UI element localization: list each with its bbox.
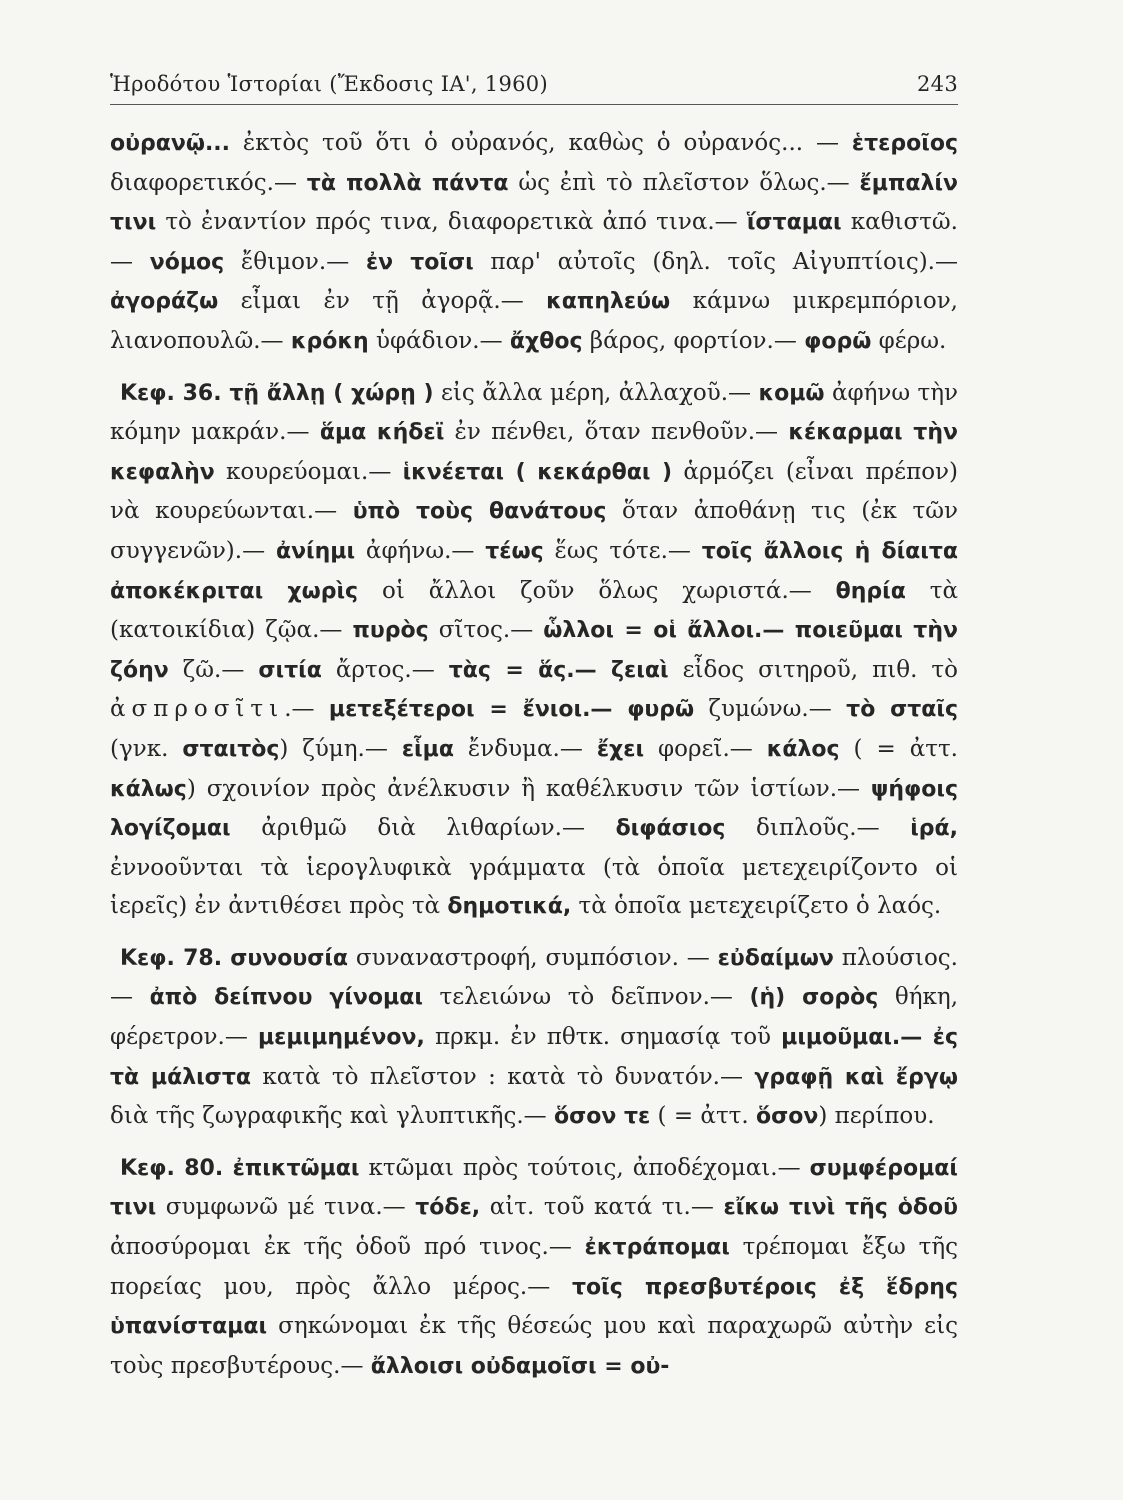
gloss-text: διαφορετικός.— xyxy=(110,169,307,196)
paragraph-kef-36 xyxy=(110,374,958,927)
gloss-text: θήκη, φέρετρον.— xyxy=(110,984,959,1051)
headword: τόδε, xyxy=(415,1195,481,1221)
page-number: 243 xyxy=(917,72,958,96)
gloss-text: σῖτος.— xyxy=(428,617,544,644)
headword: τὰ πολλὰ πάντα xyxy=(306,170,509,196)
gloss-text: εἶμαι ἐν τῇ ἀγορᾷ.— xyxy=(218,288,547,315)
gloss-text: ὡς ἐπὶ τὸ πλεῖστον ὅλως.— xyxy=(508,169,860,196)
header-title: Ἡροδότου Ἱστορίαι (Ἔκδοσις ΙΑ', 1960) xyxy=(110,72,548,96)
gloss-text: καθιστῶ.— xyxy=(110,209,958,275)
gloss-text: ζῶ.— xyxy=(168,656,259,683)
headword: Κεφ. 78. συνουσία xyxy=(120,945,349,971)
gloss-text: συμφωνῶ μέ τινα.— xyxy=(156,1194,416,1221)
gloss-text: βάρος, φορτίον.— xyxy=(582,327,805,354)
gloss-text: ὅταν ἀποθάνῃ τις (ἐκ τῶν συγγενῶν).— xyxy=(110,498,958,564)
gloss-text: διπλοῦς.— xyxy=(725,815,911,842)
headword: ἵσταμαι xyxy=(746,210,842,236)
headword: τοῖς ἄλλοις ἡ δίαιτα ἀποκέκριται χωρὶς xyxy=(110,538,958,604)
gloss-text: ) περίπου. xyxy=(818,1103,935,1130)
gloss-text: ἀφήνω.— xyxy=(355,537,486,564)
headword: ἄχθος xyxy=(509,328,583,354)
gloss-text: φορεῖ.— xyxy=(644,735,767,762)
headword: θηρία xyxy=(835,578,906,604)
headword: εἷμα xyxy=(401,736,454,762)
gloss-text: πρκμ. ἐν πθτκ. σημασίᾳ τοῦ xyxy=(424,1024,782,1051)
headword: ὑπὸ τοὺς θανάτους xyxy=(352,499,607,525)
headword: διφάσιος xyxy=(615,816,726,842)
headword: κάλως xyxy=(110,776,187,802)
headword: τὰς = ἅς.— ζειαὶ xyxy=(448,657,669,683)
gloss-text: ζυμώνω.— xyxy=(694,696,847,723)
headword: μεμιμημένον, xyxy=(257,1025,425,1051)
headword: ἀνίημι xyxy=(275,538,356,564)
headword: Κεφ. 36. τῇ ἄλλῃ ( χώρῃ ) xyxy=(120,380,434,406)
headword: συμφέρομαί τινι xyxy=(110,1155,958,1221)
headword: τὸ σταῖς xyxy=(846,697,958,723)
headword: ἀγοράζω xyxy=(110,289,219,315)
headword: ἐν τοῖσι xyxy=(365,249,474,275)
gloss-text: ἀφήνω τὴν κόμην μακράν.— xyxy=(110,379,959,446)
headword: ἔχει xyxy=(596,736,645,762)
headword: τοῖς πρεσβυτέροις ἐξ ἕδρης ὑπανίσταμαι xyxy=(110,1274,958,1340)
gloss-text: ἕως τότε.— xyxy=(543,537,702,564)
headword: φορῶ xyxy=(804,328,872,354)
headword: ἀπὸ δείπνου γίνομαι xyxy=(149,985,423,1011)
gloss-text: ὑφάδιον.— xyxy=(368,327,510,354)
gloss-text: τὰ (κατοικίδια) ζῷα.— xyxy=(110,577,958,644)
gloss-text: ἔνδυμα.— xyxy=(453,735,597,762)
headword: γραφῇ καὶ ἔργῳ xyxy=(754,1064,958,1090)
gloss-text: ἐν πένθει, ὅταν πενθοῦν.— xyxy=(444,419,789,446)
headword: ἱκνέεται ( κεκάρθαι ) xyxy=(402,459,673,485)
headword: ἱρά, xyxy=(910,816,959,842)
gloss-text: τελειώνω τὸ δεῖπνον.— xyxy=(422,984,750,1011)
gloss-text: τὸ ἐναντίον πρός τινα, διαφορετικὰ ἀπό τινα.— xyxy=(156,209,747,236)
gloss-text: (γνκ. xyxy=(110,735,183,762)
gloss-text: ( = ἀττ. xyxy=(839,735,958,762)
headword: μιμοῦμαι.— ἐς τὰ μάλιστα xyxy=(110,1025,958,1090)
paragraph-kef-78 xyxy=(110,939,958,1137)
gloss-text: κουρεύομαι.— xyxy=(214,458,403,485)
gloss-text: κάμνω μικρεμπόριον, λιανοπουλῶ.— xyxy=(110,288,958,354)
headword: Κεφ. 80. ἐπικτῶμαι xyxy=(120,1155,360,1181)
gloss-text: αἰτ. τοῦ κατά τι.— xyxy=(480,1194,724,1221)
gloss-text: ( = ἀττ. xyxy=(650,1103,757,1130)
gloss-text: τρέπομαι ἔξω τῆς πορείας μου, πρὸς ἄλλο μέρος.— xyxy=(110,1234,958,1300)
headword: ἔμπαλίν τινι xyxy=(110,170,958,236)
gloss-text: πλούσιος.— xyxy=(110,944,958,1011)
gloss-text: ) σχοινίον πρὸς ἀνέλκυσιν ἢ καθέλκυσιν τῶν ἱστίων.— xyxy=(186,775,871,802)
headword: ἐκτράπομαι xyxy=(584,1235,730,1261)
headword: δημοτικά, xyxy=(447,894,572,920)
headword: ἄλλοισι οὐδαμοῖσι = οὐ- xyxy=(370,1353,670,1379)
gloss-text: ἐκτὸς τοῦ ὅτι ὁ οὐρανός, καθὼς ὁ οὐρανός... — xyxy=(230,130,852,156)
paragraph-intro xyxy=(110,124,958,362)
headword: κάλος xyxy=(766,736,840,762)
headword: τέως xyxy=(485,538,544,564)
headword: καπηλεύω xyxy=(546,289,671,315)
headword: κέκαρμαι τὴν κεφαλὴν xyxy=(110,420,958,485)
gloss-text: ἄρτος.— xyxy=(321,656,449,683)
gloss-text: ἀριθμῶ διὰ λιθαρίων.— xyxy=(230,815,616,842)
gloss-text: τὰ ὁποῖα μετεχειρίζετο ὁ λαός. xyxy=(571,893,942,920)
gloss-text: διὰ τῆς ζωγραφικῆς καὶ γλυπτικῆς.— xyxy=(110,1103,554,1130)
headword: ὅσον xyxy=(756,1104,819,1130)
glossary-body xyxy=(110,124,958,1386)
gloss-text: ἔθιμον.— xyxy=(224,248,366,275)
headword: οὐρανῷ... xyxy=(110,131,231,156)
gloss-text: ἁρμόζει (εἶναι πρέπον) νὰ κουρεύωνται.— xyxy=(110,458,958,525)
gloss-text: ἀποσύρομαι ἐκ τῆς ὁδοῦ πρό τινος.— xyxy=(110,1234,585,1261)
gloss-text: ) ζύμη.— xyxy=(279,735,402,762)
headword: ὧλλοι = οἱ ἄλλοι.— ποιεῦμαι τὴν ζόην xyxy=(110,618,958,683)
headword: ψήφοις λογίζομαι xyxy=(110,776,958,842)
gloss-text: ἐννοοῦνται τὰ ἱερογλυφικὰ γράμματα (τὰ ὁποῖα μετεχειρίζοντο οἱ ἱερεῖς) ἐν ἀντιθέσει πρὸς τὰ xyxy=(110,854,958,920)
gloss-text: συναναστροφή, συμπόσιον. — xyxy=(348,944,718,971)
gloss-text: παρ' αὐτοῖς (δηλ. τοῖς Αἰγυπτίοις).— xyxy=(473,248,958,275)
headword: πυρὸς xyxy=(352,618,429,644)
headword: σταιτὸς xyxy=(182,736,280,762)
headword: ὅσον τε xyxy=(553,1104,651,1130)
gloss-text: κτῶμαι πρὸς τούτοις, ἀποδέχομαι.— xyxy=(359,1154,810,1181)
headword: ἅμα κήδεϊ xyxy=(319,420,445,446)
gloss-text: φέρω. xyxy=(871,327,947,354)
headword: κομῶ xyxy=(758,380,825,406)
gloss-text: σηκώνομαι ἐκ τῆς θέσεώς μου καὶ παραχωρῶ αὐτὴν εἰς τοὺς πρεσβυτέρους.— xyxy=(110,1313,958,1379)
headword: (ἡ) σορὸς xyxy=(749,985,879,1011)
paragraph-kef-80 xyxy=(110,1149,958,1387)
gloss-text: .— xyxy=(284,696,329,723)
headword: κρόκη xyxy=(290,328,369,354)
gloss-text: οἱ ἄλλοι ζοῦν ὅλως χωριστά.— xyxy=(358,577,836,604)
gloss-text: εἰς ἄλλα μέρη, ἀλλαχοῦ.— xyxy=(433,379,759,406)
headword: μετεξέτεροι = ἔνιοι.— φυρῶ xyxy=(328,697,695,723)
running-header xyxy=(110,64,958,105)
headword: εἴκω τινὶ τῆς ὁδοῦ xyxy=(723,1195,958,1221)
headword: νόμος xyxy=(149,249,225,275)
gloss-text: ἀσπροσῖτι xyxy=(110,696,285,723)
gloss-text: κατὰ τὸ πλεῖστον : κατὰ τὸ δυνατόν.— xyxy=(250,1063,755,1090)
gloss-text: εἶδος σιτηροῦ, πιθ. τὸ xyxy=(668,656,958,683)
headword: ἑτεροῖος xyxy=(851,131,958,156)
headword: εὐδαίμων xyxy=(717,945,834,971)
headword: σιτία xyxy=(258,657,322,683)
